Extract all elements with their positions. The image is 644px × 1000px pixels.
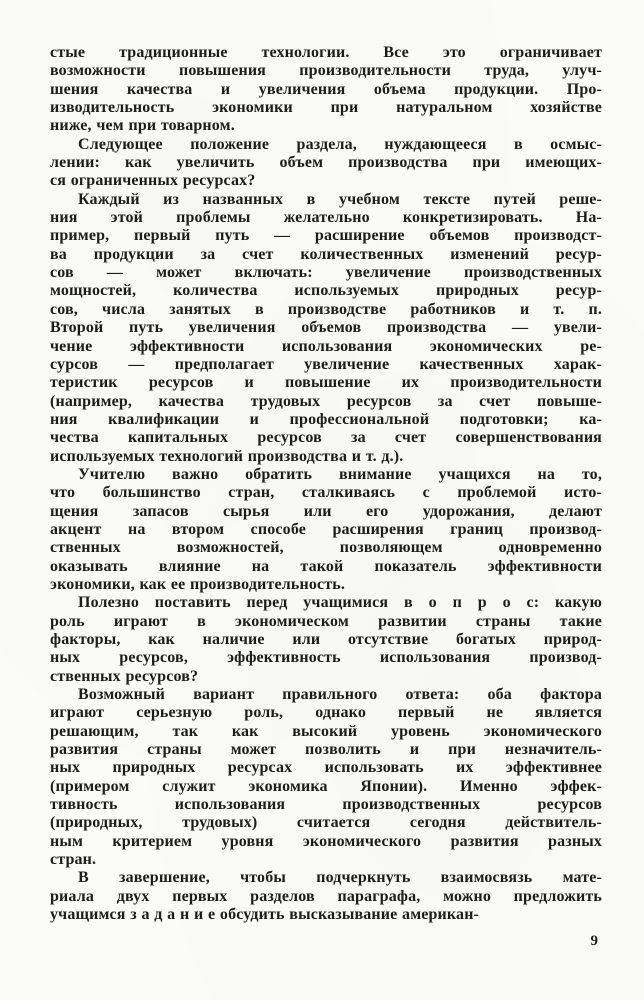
text-line: Полезно поставить перед учащимися в о п р о с: какую (78, 594, 602, 612)
paragraph (50, 466, 602, 594)
text-line: ния этой проблемы желательно конкретизировать. На- (50, 209, 602, 227)
text-line: экономики, как ее производительность. (50, 575, 346, 593)
text-line: Каждый из названных в учебном тексте путей реше- (78, 190, 602, 208)
paragraph (50, 869, 602, 924)
text-line: ва продукции за счет количественных изменений ресур- (50, 245, 602, 263)
text-line: учащимся з а д а н и е обсудить высказывание американ- (50, 906, 480, 924)
text-line: изводительность экономики при натуральном хозяйстве (50, 99, 602, 117)
paragraph (50, 686, 602, 869)
text-line: развития страны может позволить и при незначитель- (50, 741, 602, 759)
text-line: сов — может включать: увеличение производственных (50, 264, 602, 282)
text-line: пример, первый путь — расширение объемов производст- (50, 227, 602, 245)
text-line: Второй путь увеличения объемов производства — увели- (50, 319, 602, 337)
text-line: теристик ресурсов и повышение их производительности (50, 374, 602, 392)
text-line: Учителю важно обратить внимание учащихся на то, (78, 465, 602, 483)
text-line: акцент на втором способе расширения границ производ- (50, 520, 602, 538)
text-line: факторы, как наличие или отсутствие богатых природ- (50, 631, 602, 648)
paragraph (50, 594, 602, 686)
text-line: щения запасов сырья или его удорожания, делают (50, 502, 602, 520)
text-line: возможности повышения производительности труда, улуч- (50, 62, 602, 80)
text-line: (природных, трудовых) считается сегодня действитель- (50, 814, 602, 832)
text-line: ственных ресурсов? (50, 667, 199, 685)
text-line: лении: как увеличить объем производства при имеющих- (50, 154, 602, 172)
text-line: чение эффективности использования экономических ре- (50, 337, 602, 355)
paragraph (50, 191, 602, 466)
paragraph (50, 44, 602, 136)
text-line: ных ресурсов, эффективность использования производ- (50, 649, 602, 667)
text-line: чества капитальных ресурсов за счет совершенствования (50, 429, 602, 447)
text-line: ным критерием уровня экономического развития разных (50, 832, 602, 850)
paragraph (50, 136, 602, 191)
text-line: играют серьезную роль, однако первый не является (50, 704, 602, 722)
text-line: (примером служит экономика Японии). Именно эффек- (50, 777, 602, 795)
text-line: Возможный вариант правильного ответа: оба фактора (78, 686, 602, 704)
text-line: ся ограниченных ресурсах? (50, 172, 256, 190)
text-line: ственных возможностей, позволяющем одновременно (50, 539, 602, 557)
text-line: риала двух первых разделов параграфа, можно предложить (50, 887, 602, 905)
page-number: 9 (590, 933, 598, 949)
text-line: Следующее положение раздела, нуждающееся в осмыс- (78, 135, 602, 153)
text-line: стые традиционные технологии. Все это ограничивает (50, 44, 602, 61)
text-line: шения качества и увеличения объема продукции. Про- (50, 80, 602, 98)
text-line: роль играют в экономическом развитии страны такие (50, 612, 602, 630)
text-block (50, 44, 602, 925)
text-line: решающим, так как высокий уровень экономического (50, 722, 602, 740)
text-line: сов, числа занятых в производстве работников и т. п. (50, 300, 602, 318)
text-line: используемых технологий производства и т. д.). (50, 447, 404, 465)
text-line: ных природных ресурсах использовать их эффективнее (50, 759, 602, 777)
text-line: ния квалификации и профессиональной подготовки; ка- (50, 410, 602, 428)
text-line: что большинство стран, сталкиваясь с проблемой исто- (50, 484, 602, 502)
text-line: ниже, чем при товарном. (50, 117, 235, 135)
text-line: стран. (50, 851, 97, 869)
text-line: тивность использования производственных ресурсов (50, 796, 602, 814)
text-line: оказывать влияние на такой показатель эффективности (50, 557, 602, 575)
text-line: (например, качества трудовых ресурсов за счет повыше- (50, 392, 602, 410)
text-line: сурсов — предполагает увеличение качественных харак- (50, 355, 602, 373)
text-line: мощностей, количества используемых природных ресур- (50, 282, 602, 300)
text-line: В завершение, чтобы подчеркнуть взаимосвязь мате- (78, 869, 602, 887)
